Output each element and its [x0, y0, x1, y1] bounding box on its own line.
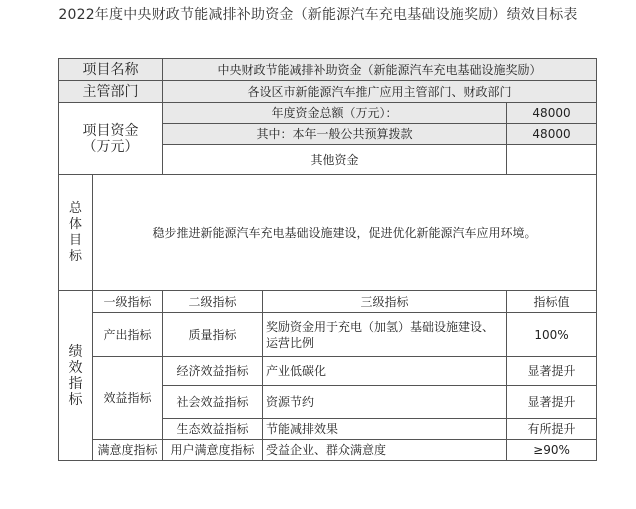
row-column-headers — [59, 291, 597, 313]
funds-total-value: 48000 — [507, 103, 597, 124]
goal-label-char: 标 — [68, 248, 82, 264]
row-overall-goal — [59, 175, 597, 291]
benefit-level1: 效益指标 — [93, 357, 163, 440]
benefit-level2: 生态效益指标 — [163, 419, 263, 440]
overall-goal-text: 稳步推进新能源汽车充电基础设施建设，促进优化新能源汽车应用环境。 — [93, 175, 597, 291]
project-name-value: 中央财政节能减排补助资金（新能源汽车充电基础设施奖励） — [163, 59, 597, 81]
perf-label-line1: 绩效 — [68, 343, 83, 376]
overall-goal-label — [59, 175, 93, 291]
row-department — [59, 81, 597, 103]
goal-label-char: 体 — [68, 216, 82, 232]
satisfaction-level2: 用户满意度指标 — [163, 440, 263, 461]
document-title: 2022年度中央财政节能减排补助资金（新能源汽车充电基础设施奖励）绩效目标表 — [58, 7, 578, 23]
row-funds-total — [59, 103, 597, 124]
output-level3: 奖励资金用于充电（加氢）基础设施建设、运营比例 — [263, 313, 507, 357]
funds-budget-label: 其中：本年一般公共预算拨款 — [163, 124, 507, 145]
funds-other-value — [507, 145, 597, 175]
benefit-level2: 经济效益指标 — [163, 357, 263, 386]
header-level2: 二级指标 — [163, 291, 263, 313]
benefit-level3: 节能减排效果 — [263, 419, 507, 440]
funds-label-line1: 项目资金 — [82, 122, 139, 139]
funds-other-label: 其他资金 — [163, 145, 507, 175]
benefit-value: 显著提升 — [507, 386, 597, 419]
output-value: 100% — [507, 313, 597, 357]
output-level1: 产出指标 — [93, 313, 163, 357]
benefit-level2: 社会效益指标 — [163, 386, 263, 419]
row-output-indicator — [59, 313, 597, 357]
department-label: 主管部门 — [59, 81, 163, 103]
funds-budget-value: 48000 — [507, 124, 597, 145]
funds-total-label: 年度资金总额（万元）： — [163, 103, 507, 124]
performance-indicators-label — [59, 291, 93, 461]
benefit-value: 显著提升 — [507, 357, 597, 386]
row-project-name — [59, 59, 597, 81]
benefit-level3: 产业低碳化 — [263, 357, 507, 386]
satisfaction-value: ≥90% — [507, 440, 597, 461]
department-value: 各设区市新能源汽车推广应用主管部门、财政部门 — [163, 81, 597, 103]
row-benefit-economic — [59, 357, 597, 386]
funds-label-line2: （万元） — [82, 138, 139, 155]
funds-label — [59, 103, 163, 175]
goal-label-char: 总 — [68, 200, 82, 216]
satisfaction-level3: 受益企业、群众满意度 — [263, 440, 507, 461]
satisfaction-level1: 满意度指标 — [93, 440, 163, 461]
benefit-value: 有所提升 — [507, 419, 597, 440]
performance-target-table — [58, 58, 597, 461]
project-name-label: 项目名称 — [59, 59, 163, 81]
benefit-level3: 资源节约 — [263, 386, 507, 419]
header-level1: 一级指标 — [93, 291, 163, 313]
row-satisfaction-indicator — [59, 440, 597, 461]
output-level2: 质量指标 — [163, 313, 263, 357]
header-level3: 三级指标 — [263, 291, 507, 313]
header-value: 指标值 — [507, 291, 597, 313]
goal-label-char: 目 — [68, 232, 82, 248]
perf-label-line2: 指标 — [68, 375, 83, 408]
